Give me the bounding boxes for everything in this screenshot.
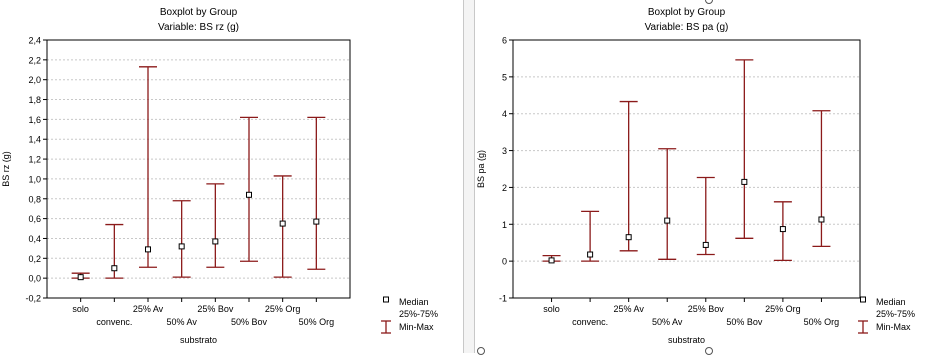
boxplot-bs-pa — [475, 0, 942, 353]
plot-frame — [513, 40, 860, 298]
y-tick-label: 5 — [501, 72, 507, 83]
legend-median-marker — [861, 297, 866, 302]
y-axis-label: BS pa (g) — [476, 149, 486, 189]
x-tick-label-7: 50% Org — [803, 317, 840, 327]
boxplot-bs-rz — [0, 0, 463, 353]
y-tick-label: 3 — [501, 146, 507, 157]
chart-subtitle: Variable: BS pa (g) — [644, 22, 729, 33]
x-tick-label-6: 25% Org — [264, 304, 301, 314]
median-marker-7 — [314, 219, 319, 224]
legend-range-label: Min-Max — [399, 322, 434, 332]
x-tick-label-5: 50% Bov — [726, 317, 763, 327]
median-marker-2 — [146, 247, 151, 252]
legend-range-label: Min-Max — [876, 322, 911, 332]
legend-median-label: Median — [876, 297, 906, 307]
chart-title: Boxplot by Group — [159, 7, 238, 18]
legend-box-label: 25%-75% — [876, 309, 916, 319]
y-tick-label: -0,2 — [25, 293, 41, 304]
median-marker-0 — [549, 258, 554, 263]
x-tick-label-3: 50% Av — [652, 317, 683, 327]
y-tick-label: 1 — [501, 219, 507, 230]
plot-frame — [47, 40, 350, 298]
median-marker-6 — [280, 221, 285, 226]
x-tick-label-1: convenc. — [572, 317, 609, 327]
y-tick-label: 1,2 — [28, 154, 41, 165]
x-tick-label-4: 25% Bov — [687, 304, 724, 314]
median-marker-6 — [780, 227, 785, 232]
median-marker-3 — [665, 218, 670, 223]
y-tick-label: 0,6 — [28, 214, 41, 225]
x-axis-label: substrato — [667, 335, 706, 345]
median-marker-0 — [78, 275, 83, 280]
y-tick-label: 0,4 — [28, 233, 41, 244]
y-tick-label: 0,2 — [28, 253, 41, 264]
legend-box-label: 25%-75% — [399, 309, 439, 319]
chart-subtitle: Variable: BS rz (g) — [158, 22, 239, 33]
y-tick-label: 1,6 — [28, 114, 41, 125]
x-tick-label-1: convenc. — [96, 317, 133, 327]
x-tick-label-2: 25% Av — [613, 304, 644, 314]
y-tick-label: 2,2 — [28, 55, 41, 66]
median-marker-4 — [703, 242, 708, 247]
y-tick-label: 1,0 — [28, 174, 41, 185]
y-tick-label: 0 — [501, 256, 507, 267]
x-tick-label-5: 50% Bov — [230, 317, 268, 327]
x-tick-label-0: solo — [72, 304, 89, 314]
y-tick-label: 2 — [501, 182, 507, 193]
x-axis-label: substrato — [179, 335, 218, 345]
legend-median-marker — [384, 297, 389, 302]
median-marker-1 — [588, 252, 593, 257]
x-tick-label-3: 50% Av — [166, 317, 197, 327]
x-tick-label-4: 25% Bov — [197, 304, 234, 314]
median-marker-7 — [819, 217, 824, 222]
resize-handle-bottom-left[interactable] — [477, 347, 485, 355]
panel-separator[interactable] — [463, 0, 475, 353]
chart-title: Boxplot by Group — [647, 7, 726, 18]
legend-median-label: Median — [399, 297, 429, 307]
x-tick-label-7: 50% Org — [298, 317, 335, 327]
x-tick-label-6: 25% Org — [765, 304, 801, 314]
y-tick-label: 0,0 — [28, 273, 41, 284]
y-tick-label: -1 — [498, 293, 507, 304]
y-tick-label: 1,8 — [28, 95, 41, 106]
median-marker-3 — [179, 244, 184, 249]
resize-handle-bottom[interactable] — [705, 347, 713, 355]
y-tick-label: 4 — [501, 109, 507, 120]
x-tick-label-0: solo — [543, 304, 560, 314]
median-marker-4 — [213, 239, 218, 244]
median-marker-5 — [247, 192, 252, 197]
chart-panel-right — [475, 0, 942, 353]
y-tick-label: 6 — [501, 35, 507, 46]
median-marker-5 — [742, 179, 747, 184]
median-marker-1 — [112, 266, 117, 271]
y-tick-label: 0,8 — [28, 194, 41, 205]
x-tick-label-2: 25% Av — [132, 304, 164, 314]
chart-panel-left — [0, 0, 463, 353]
y-axis-label: BS rz (g) — [1, 151, 11, 187]
median-marker-2 — [626, 235, 631, 240]
y-tick-label: 2,0 — [28, 75, 41, 86]
y-tick-label: 2,4 — [28, 35, 41, 46]
y-tick-label: 1,4 — [28, 134, 41, 145]
